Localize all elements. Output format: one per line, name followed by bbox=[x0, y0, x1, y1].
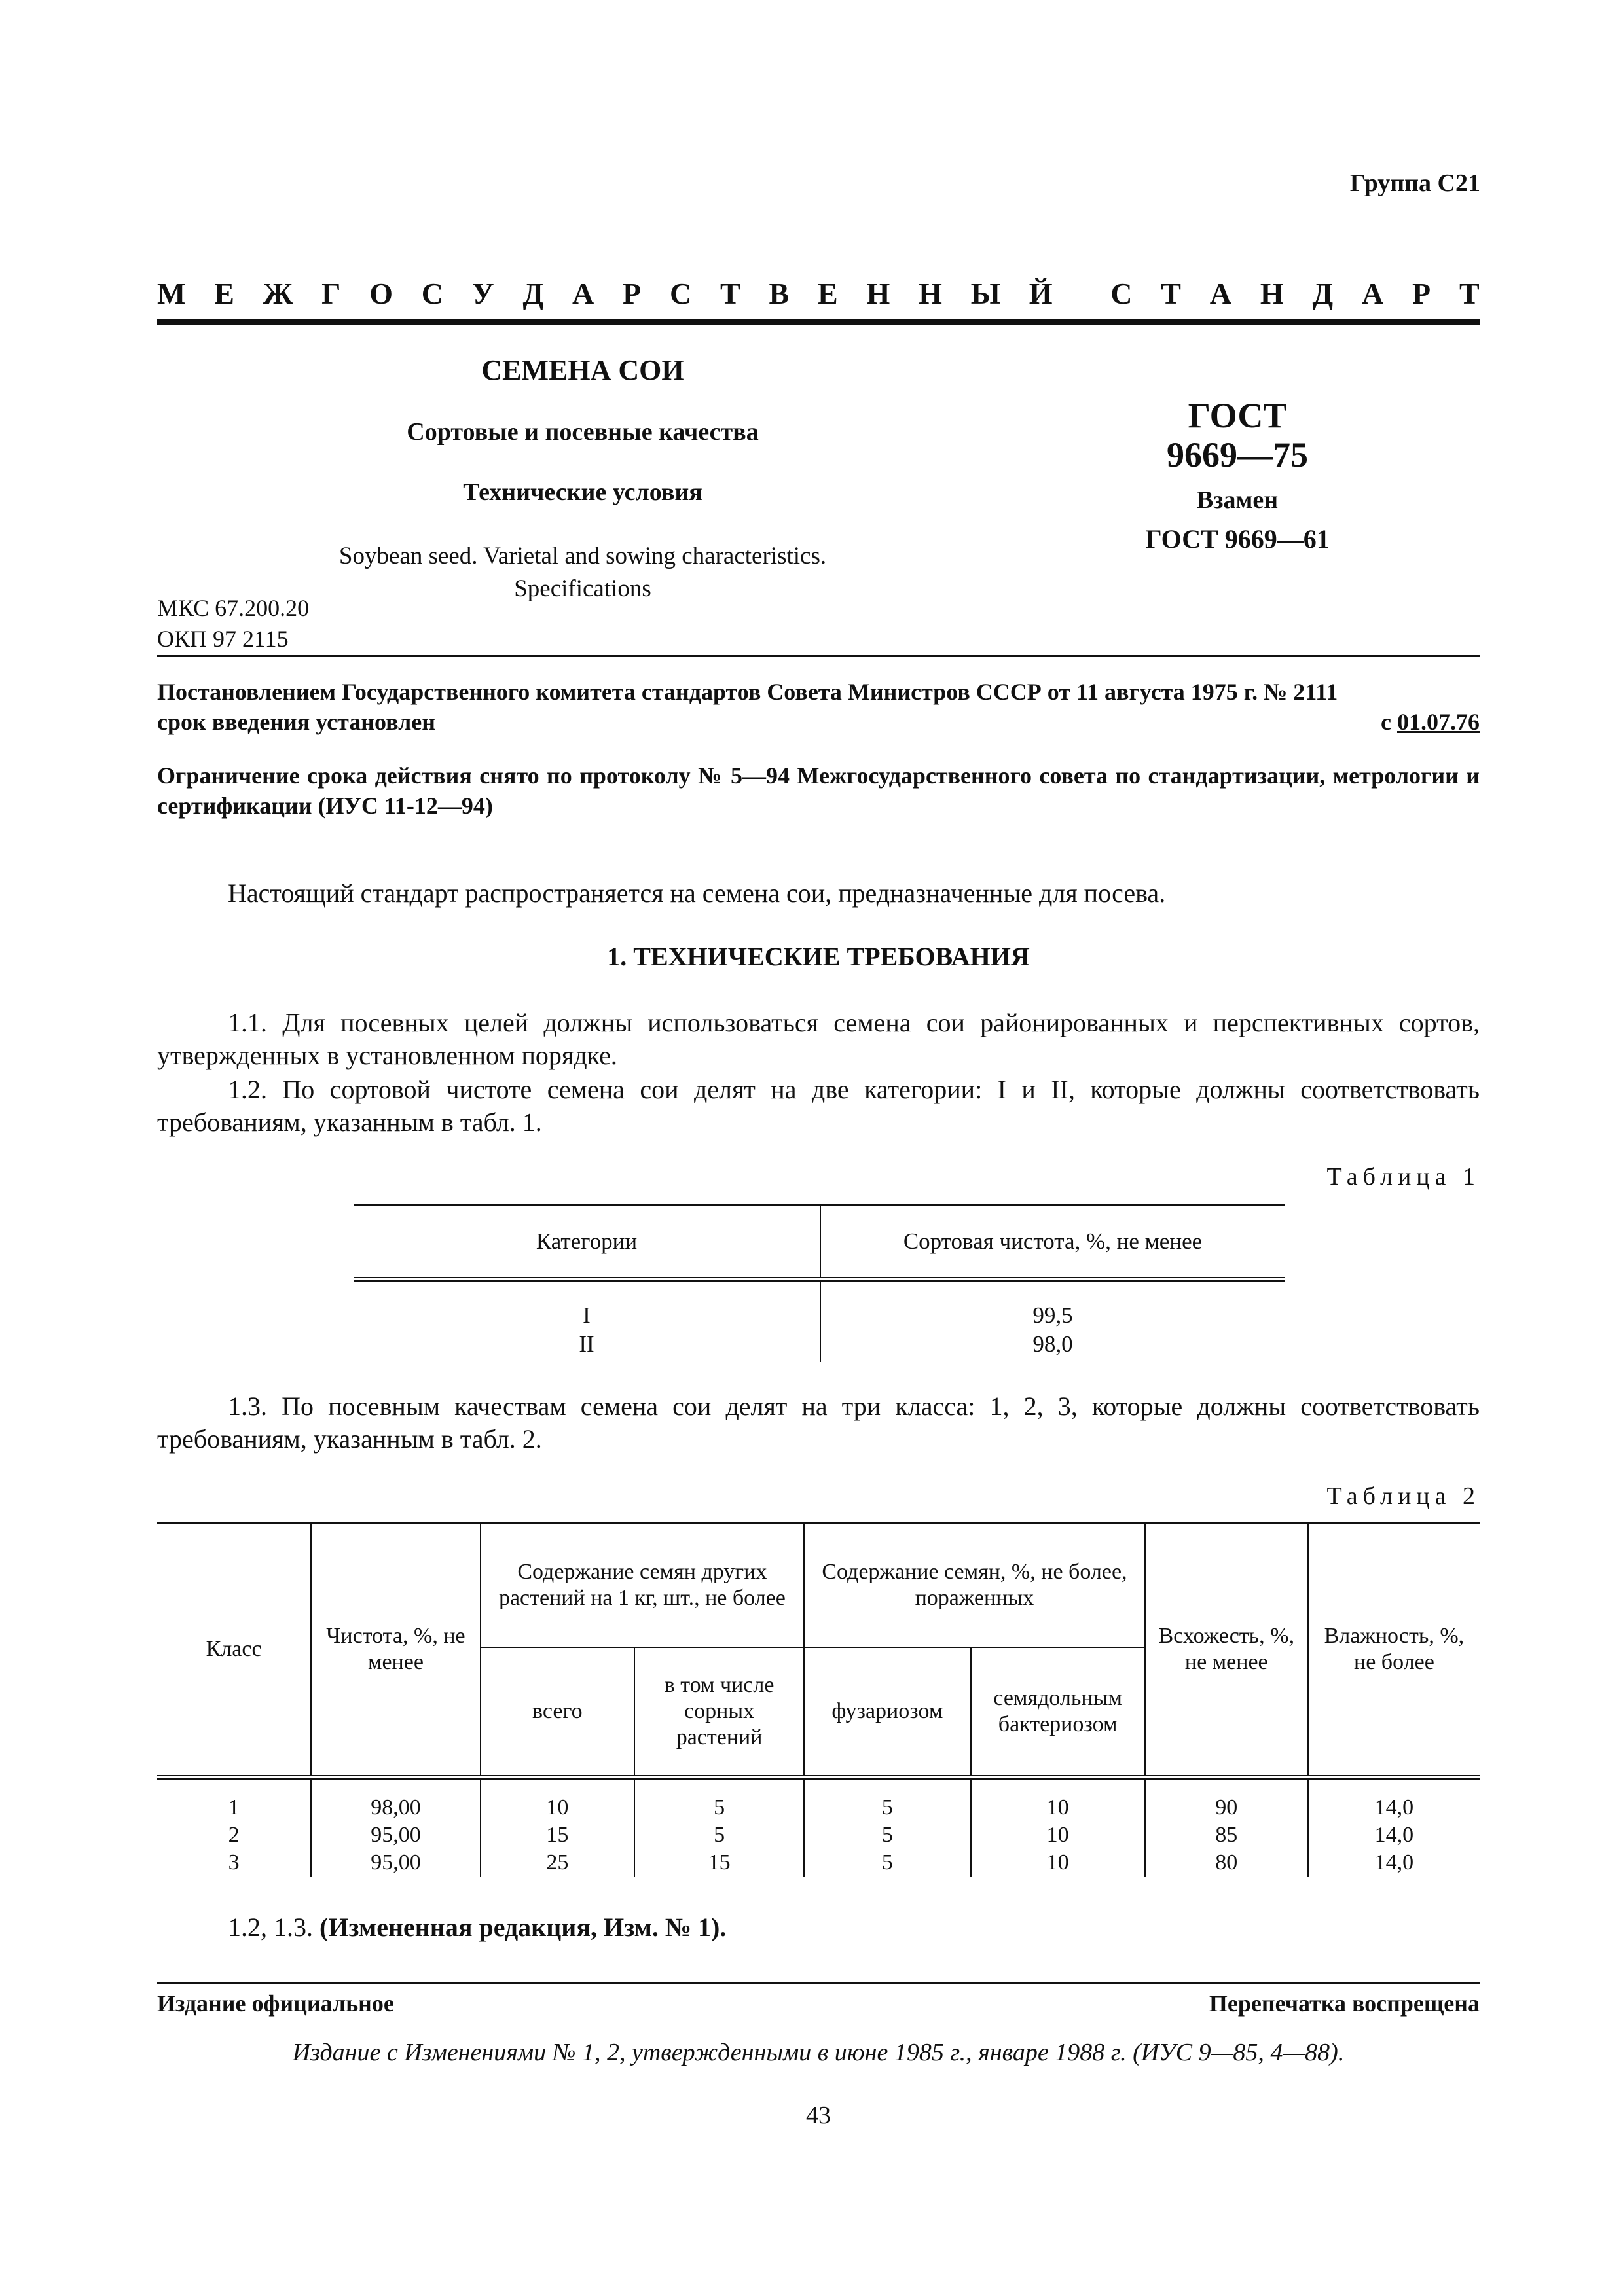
heading-letter: Р bbox=[623, 277, 642, 310]
table-cell: 85 bbox=[1215, 1823, 1238, 1847]
table-2-header-other-seeds: Содержание семян других растений на 1 кг, шт., не более bbox=[481, 1523, 804, 1648]
heading-letter: С bbox=[669, 277, 692, 310]
table-1-caption: Таблица 1 bbox=[1326, 1163, 1480, 1191]
table-2-column bbox=[1308, 1778, 1480, 1878]
gost-code: 9669—75 bbox=[1167, 435, 1308, 475]
document-title: СЕМЕНА СОИ bbox=[481, 354, 684, 386]
table-2-header-germination: Всхожесть, %, не менее bbox=[1145, 1523, 1308, 1778]
english-title-line: Soybean seed. Varietal and sowing characteristics. bbox=[338, 543, 827, 569]
decree-line-2 bbox=[157, 707, 1480, 737]
table-2-header-fusarium: фузариозом bbox=[804, 1647, 970, 1778]
table-2-header-moisture: Влажность, %, не более bbox=[1324, 1624, 1465, 1674]
paragraph-1-1: 1.1. Для посевных целей должны использоваться семена сои районированных и перспективных сортов, утвержденных в установленном порядке. bbox=[157, 1008, 1480, 1070]
table-2-header-infected: Содержание семян, %, не более, пораженных bbox=[804, 1523, 1145, 1648]
table-1-purity-values bbox=[820, 1280, 1285, 1363]
table-1-categories bbox=[354, 1280, 820, 1363]
table-cell: 15 bbox=[708, 1850, 731, 1874]
interstate-standard-heading bbox=[157, 276, 1480, 311]
table-1-header-purity: Сортовая чистота, %, не менее bbox=[903, 1229, 1203, 1254]
heading-letter: С bbox=[1110, 277, 1133, 310]
footer-row bbox=[157, 1990, 1480, 2017]
intro-paragraph: Настоящий стандарт распространяется на семена сои, предназначенные для посева. bbox=[228, 878, 1166, 908]
decree-line: Постановлением Государственного комитета стандартов Совета Министров СССР от 11 августа 1975 г. № 2111 bbox=[157, 679, 1338, 705]
table-cell: 95,00 bbox=[371, 1850, 421, 1874]
heading-letter: Т bbox=[1161, 277, 1181, 310]
table-cell: 15 bbox=[546, 1823, 569, 1847]
introduction-date-wrap bbox=[1381, 707, 1480, 737]
heading-letter: С bbox=[421, 277, 444, 310]
heading-letter: Д bbox=[1312, 277, 1334, 310]
table-cell: 95,00 bbox=[371, 1823, 421, 1847]
header-rule bbox=[157, 319, 1480, 325]
heading-letter: А bbox=[1361, 277, 1384, 310]
mks-code: МКС 67.200.20 bbox=[157, 595, 310, 621]
heading-letter: Г bbox=[321, 277, 341, 310]
amendment-note bbox=[157, 1911, 1480, 1944]
table-2-column bbox=[804, 1778, 970, 1878]
gost-label: ГОСТ bbox=[1188, 396, 1287, 435]
heading-letter: В bbox=[769, 277, 790, 310]
heading-letter: Н bbox=[866, 277, 890, 310]
heading-letter: Е bbox=[818, 277, 838, 310]
heading-letter: А bbox=[1209, 277, 1232, 310]
heading-letter: Ж bbox=[263, 277, 293, 310]
table-2-column bbox=[481, 1778, 634, 1878]
table-2-header-purity: Чистота, %, не менее bbox=[311, 1523, 480, 1778]
table-2 bbox=[157, 1522, 1480, 1877]
table-cell: 25 bbox=[546, 1850, 569, 1874]
footer-rule bbox=[157, 1982, 1480, 1984]
amendment-text: (Измененная редакция, Изм. № 1). bbox=[319, 1912, 727, 1942]
table-2-data-row bbox=[157, 1778, 1480, 1878]
introduction-label: срок введения установлен bbox=[157, 709, 436, 735]
document-subtitle: Сортовые и посевные качества bbox=[407, 418, 759, 446]
table-2-header-class: Класс bbox=[157, 1523, 311, 1778]
amendment-clauses: 1.2, 1.3. bbox=[228, 1912, 319, 1942]
table-cell: 10 bbox=[1046, 1795, 1069, 1820]
heading-letter bbox=[1081, 276, 1082, 311]
table-cell: 10 bbox=[1046, 1850, 1069, 1874]
table-cell: 5 bbox=[714, 1795, 725, 1820]
table-cell: 2 bbox=[228, 1823, 240, 1847]
table-cell: 14,0 bbox=[1374, 1850, 1414, 1874]
table-cell: 98,00 bbox=[371, 1795, 421, 1820]
heading-letter: Т bbox=[1459, 277, 1480, 310]
heading-letter: Ы bbox=[970, 277, 1000, 310]
edition-note: Издание с Изменениями № 1, 2, утвержденными в июне 1985 г., январе 1988 г. (ИУС 9—85, 4—88). bbox=[292, 2039, 1345, 2066]
heading-letter: Р bbox=[1412, 277, 1431, 310]
table-2-header-bacteriosis: семядольным бактериозом bbox=[971, 1647, 1145, 1778]
replaces-label: Взамен bbox=[1196, 486, 1279, 514]
table-2-header-weeds: в том числе сорных растений bbox=[634, 1647, 804, 1778]
group-code: Группа С21 bbox=[1349, 170, 1480, 197]
table-cell: II bbox=[579, 1331, 594, 1357]
table-cell: I bbox=[583, 1302, 591, 1328]
paragraph-1-2: 1.2. По сортовой чистоте семена сои делят на две категории: I и II, которые должны соответствовать требованиям, указанным в табл. 1. bbox=[157, 1075, 1480, 1137]
replaced-gost: ГОСТ 9669—61 bbox=[1145, 524, 1330, 554]
table-cell: 98,0 bbox=[1032, 1331, 1073, 1357]
classification-codes bbox=[157, 593, 309, 655]
official-edition: Издание официальное bbox=[157, 1990, 394, 2017]
table-cell: 5 bbox=[881, 1823, 893, 1847]
table-cell: 14,0 bbox=[1374, 1795, 1414, 1820]
table-1-header-category: Категории bbox=[354, 1206, 820, 1280]
table-2-column bbox=[634, 1778, 804, 1878]
table-cell: 5 bbox=[881, 1795, 893, 1820]
table-cell: 10 bbox=[546, 1795, 569, 1820]
date-prefix: с bbox=[1381, 709, 1397, 735]
heading-letter: Т bbox=[720, 277, 740, 310]
heading-letter: А bbox=[572, 277, 594, 310]
heading-letter: Н bbox=[1260, 277, 1284, 310]
table-cell: 3 bbox=[228, 1850, 240, 1874]
heading-letter: Н bbox=[919, 277, 942, 310]
table-2-column bbox=[1145, 1778, 1308, 1878]
table-cell: 10 bbox=[1046, 1823, 1069, 1847]
page-number: 43 bbox=[806, 2102, 831, 2129]
table-cell: 99,5 bbox=[1032, 1302, 1073, 1328]
introduction-date: 01.07.76 bbox=[1397, 709, 1480, 735]
table-2-column bbox=[971, 1778, 1145, 1878]
table-cell: 1 bbox=[228, 1795, 240, 1820]
decree-block bbox=[157, 677, 1480, 737]
heading-letter: Й bbox=[1029, 277, 1053, 310]
table-2-column bbox=[311, 1778, 480, 1878]
table-cell: 90 bbox=[1215, 1795, 1238, 1820]
reprint-prohibited: Перепечатка воспрещена bbox=[1209, 1990, 1480, 2017]
okp-code: ОКП 97 2115 bbox=[157, 626, 289, 652]
table-2-column bbox=[157, 1778, 311, 1878]
heading-letter: О bbox=[369, 277, 393, 310]
title-block-rule bbox=[157, 655, 1480, 657]
table-cell: 80 bbox=[1215, 1850, 1238, 1874]
heading-letter: Д bbox=[522, 277, 544, 310]
table-1 bbox=[354, 1204, 1285, 1362]
restriction-note: Ограничение срока действия снято по протоколу № 5—94 Межгосударственного совета по стандартизации, метрологии и сертификации (ИУС 11-12—94) bbox=[157, 762, 1480, 819]
table-cell: 5 bbox=[714, 1823, 725, 1847]
gost-number bbox=[1074, 396, 1401, 475]
document-subtitle-2: Технические условия bbox=[463, 478, 702, 506]
english-title-line: Specifications bbox=[514, 575, 651, 602]
table-cell: 5 bbox=[881, 1850, 893, 1874]
paragraph-1-3: 1.3. По посевным качествам семена сои делят на три класса: 1, 2, 3, которые должны соответствовать требованиям, указанным в табл. 2. bbox=[157, 1391, 1480, 1454]
section-heading: 1. ТЕХНИЧЕСКИЕ ТРЕБОВАНИЯ bbox=[607, 942, 1030, 971]
heading-letter: М bbox=[157, 277, 186, 310]
heading-letter: Е bbox=[214, 277, 234, 310]
table-2-header-total: всего bbox=[481, 1647, 634, 1778]
table-cell: 14,0 bbox=[1374, 1823, 1414, 1847]
table-2-caption: Таблица 2 bbox=[1326, 1482, 1480, 1510]
heading-letter: У bbox=[471, 277, 494, 310]
